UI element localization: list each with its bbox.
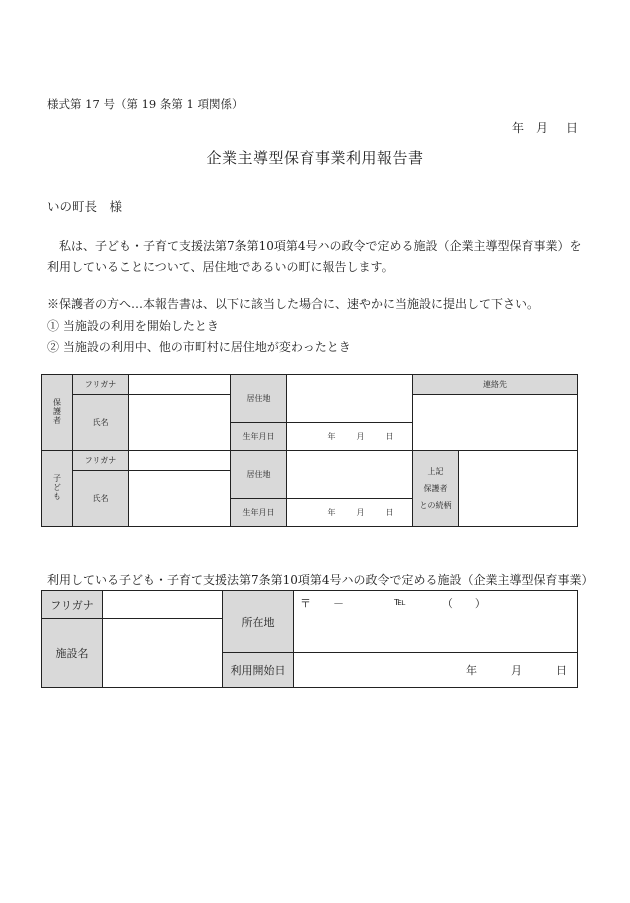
guardian-furigana-label: フリガナ <box>73 375 129 395</box>
relation-label <box>413 451 459 527</box>
contact-label: 連絡先 <box>413 375 578 395</box>
relation-line: との続柄 <box>419 501 452 510</box>
guardian-label-cell <box>42 375 73 451</box>
child-furigana-field[interactable] <box>129 451 231 471</box>
child-name-label: 氏名 <box>73 471 129 527</box>
form-number: 様式第 17 号（第 19 条第 1 項関係） <box>47 97 244 111</box>
date-month: 月 <box>536 121 549 135</box>
document-title: 企業主導型保育事業利用報告書 <box>206 149 424 167</box>
child-label: 子ども <box>52 474 62 501</box>
year-unit: 年 <box>327 508 336 517</box>
guardian-name-field[interactable] <box>129 395 231 451</box>
start-date-field[interactable] <box>294 653 578 688</box>
facility-name-field[interactable] <box>103 619 223 688</box>
condition-item: ① 当施設の利用を開始したとき <box>47 319 219 333</box>
child-birthdate-label: 生年月日 <box>231 499 287 527</box>
guardian-name-label: 氏名 <box>73 395 129 451</box>
condition-item: ② 当施設の利用中、他の市町村に居住地が変わったとき <box>47 340 351 354</box>
guardian-birthdate-field[interactable] <box>287 423 413 451</box>
child-furigana-label: フリガナ <box>73 451 129 471</box>
day-unit: 日 <box>385 508 394 517</box>
relation-line: 保護者 <box>423 484 448 493</box>
child-residence-label: 居住地 <box>231 451 287 499</box>
tel-mark: ℡ <box>394 595 406 608</box>
tel-paren-open: （ <box>441 597 453 610</box>
postal-mark: 〒 <box>300 597 311 610</box>
child-label-cell <box>42 451 73 527</box>
day-unit: 日 <box>385 432 394 441</box>
child-birthdate-field[interactable] <box>287 499 413 527</box>
contact-field[interactable] <box>413 395 578 451</box>
addressee: いの町長 様 <box>47 199 123 214</box>
guardian-residence-field[interactable] <box>287 375 413 423</box>
month-unit: 月 <box>356 508 365 517</box>
guardian-birthdate-label: 生年月日 <box>231 423 287 451</box>
facility-furigana-field[interactable] <box>103 591 223 619</box>
date-year: 年 <box>512 121 525 135</box>
guardian-residence-label: 居住地 <box>231 375 287 423</box>
start-date-label: 利用開始日 <box>223 653 294 688</box>
facility-table <box>41 590 578 688</box>
day-unit: 日 <box>556 664 567 677</box>
year-unit: 年 <box>327 432 336 441</box>
report-date <box>512 119 578 136</box>
year-unit: 年 <box>466 664 477 677</box>
guardian-child-table <box>41 374 578 527</box>
facility-heading: 利用している子ども・子育て支援法第7条第10項第4号ハの政令で定める施設（企業主導型保育事業） <box>47 573 594 587</box>
facility-name-label: 施設名 <box>42 619 103 688</box>
date-day: 日 <box>566 121 579 135</box>
guardian-label: 保護者 <box>52 398 62 425</box>
report-statement: 私は、子ども・子育て支援法第7条第10項第4号ハの政令で定める施設（企業主導型保育事業）を利用していることについて、居住地であるいの町に報告します。 <box>47 239 582 274</box>
child-residence-field[interactable] <box>287 451 413 499</box>
relation-line: 上記 <box>427 467 444 476</box>
child-name-field[interactable] <box>129 471 231 527</box>
notice-lead: ※保護者の方へ…本報告書は、以下に該当した場合に、速やかに当施設に提出して下さい。 <box>47 297 540 311</box>
relation-field[interactable] <box>459 451 578 527</box>
tel-paren-close: ） <box>474 597 486 610</box>
facility-furigana-label: フリガナ <box>42 591 103 619</box>
month-unit: 月 <box>356 432 365 441</box>
guardian-furigana-field[interactable] <box>129 375 231 395</box>
postal-dash: － <box>333 597 344 610</box>
location-field[interactable] <box>294 591 578 653</box>
month-unit: 月 <box>511 664 522 677</box>
location-label: 所在地 <box>223 591 294 653</box>
